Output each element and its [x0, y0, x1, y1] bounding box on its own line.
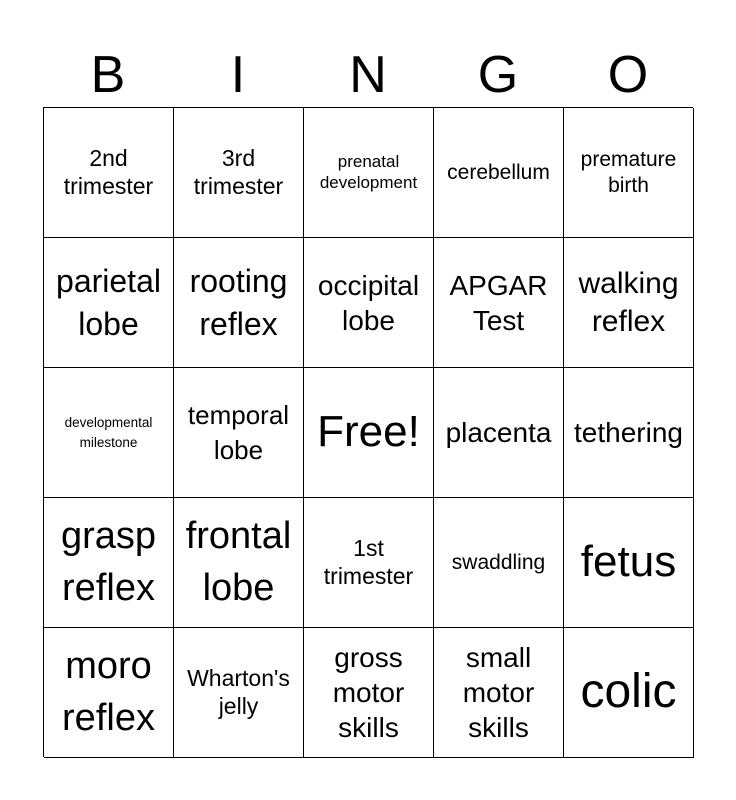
cell-label: Free!: [317, 407, 420, 457]
bingo-cell-r2-c2: [174, 238, 304, 368]
cell-label: walking reflex: [578, 267, 679, 338]
bingo-board: [43, 107, 693, 757]
cell-label: developmental milestone: [64, 414, 153, 450]
cell-label: prenatal development: [319, 152, 418, 192]
cell-label: swaddling: [451, 550, 546, 574]
header-letter-o: O: [607, 46, 649, 104]
cell-label: tethering: [574, 417, 683, 448]
cell-label: cerebellum: [447, 160, 550, 184]
bingo-cell-r5-c5: [564, 628, 694, 758]
bingo-cell-r5-c3: [304, 628, 434, 758]
cell-label: 2nd trimester: [63, 144, 154, 199]
bingo-cell-r5-c1: [44, 628, 174, 758]
bingo-cell-r2-c4: [434, 238, 564, 368]
cell-label: occipital lobe: [317, 269, 420, 336]
cell-label: gross motor skills: [332, 642, 405, 743]
cell-label: grasp reflex: [60, 515, 157, 609]
bingo-cell-r4-c3: [304, 498, 434, 628]
bingo-cell-r4-c4: [434, 498, 564, 628]
bingo-cell-r3-c1: [44, 368, 174, 498]
cell-label: moro reflex: [62, 645, 155, 739]
bingo-cell-r5-c4: [434, 628, 564, 758]
cell-label: APGAR Test: [449, 269, 548, 336]
bingo-cell-r4-c2: [174, 498, 304, 628]
bingo-cell-r1-c1: [44, 108, 174, 238]
cell-label: frontal lobe: [185, 515, 292, 609]
cell-label: colic: [580, 665, 677, 719]
bingo-cell-r3-c2: [174, 368, 304, 498]
cell-label: 1st trimester: [323, 534, 414, 589]
cell-label: 3rd trimester: [193, 144, 284, 199]
bingo-cell-r1-c2: [174, 108, 304, 238]
cell-label: temporal lobe: [187, 400, 290, 465]
cell-label: premature birth: [580, 148, 677, 197]
cell-label: fetus: [580, 537, 677, 587]
cell-label: small motor skills: [462, 642, 535, 743]
cell-label: Wharton's jelly: [187, 664, 290, 719]
bingo-cell-r3-c5: [564, 368, 694, 498]
bingo-cell-r4-c1: [44, 498, 174, 628]
bingo-header: [43, 44, 693, 106]
bingo-cell-r2-c1: [44, 238, 174, 368]
bingo-cell-r4-c5: [564, 498, 694, 628]
header-letter-g: G: [477, 46, 519, 104]
bingo-cell-r2-c3: [304, 238, 434, 368]
cell-label: rooting reflex: [189, 263, 288, 342]
bingo-cell-r1-c5: [564, 108, 694, 238]
bingo-cell-r1-c3: [304, 108, 434, 238]
bingo-cell-r2-c5: [564, 238, 694, 368]
cell-label: placenta: [445, 417, 552, 448]
bingo-cell-free: [304, 368, 434, 498]
bingo-cell-r5-c2: [174, 628, 304, 758]
cell-label: parietal lobe: [56, 263, 161, 342]
header-letter-i: I: [230, 46, 246, 104]
bingo-cell-r1-c4: [434, 108, 564, 238]
header-letter-b: B: [90, 46, 126, 104]
bingo-cell-r3-c4: [434, 368, 564, 498]
header-letter-n: N: [349, 46, 387, 104]
